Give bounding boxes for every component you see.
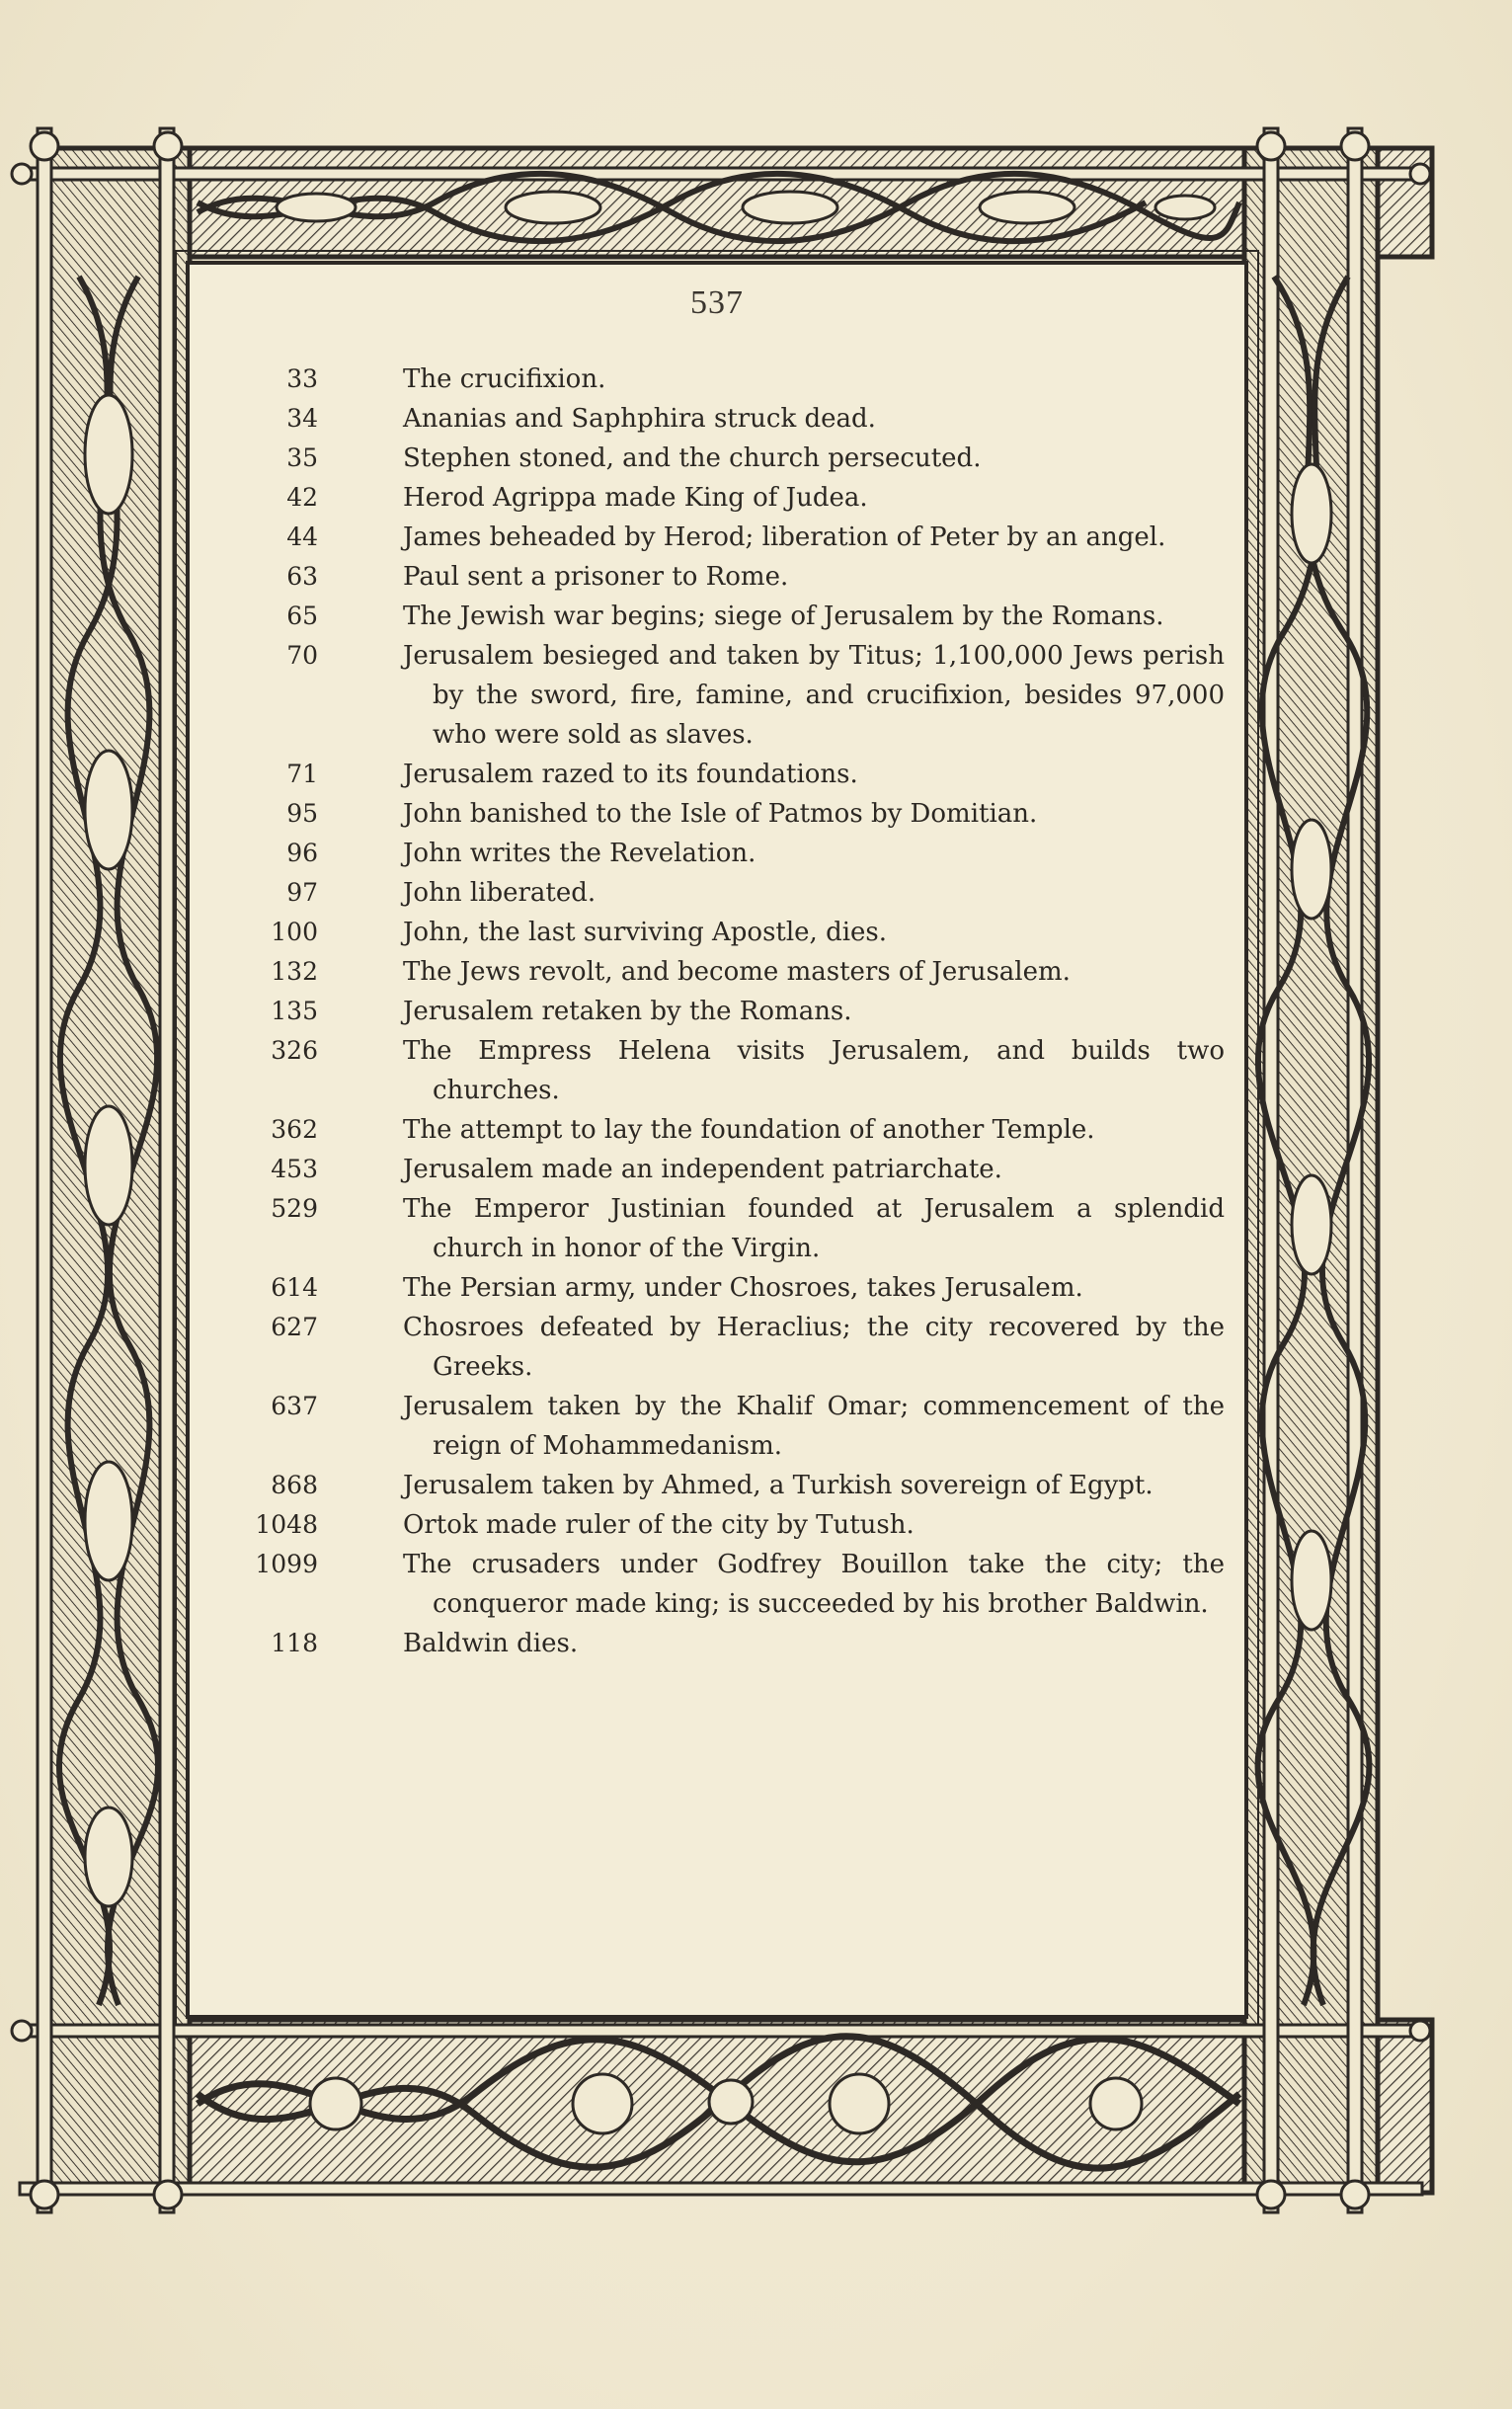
entry-event: Ortok made ruler of the city by Tutush.	[403, 1510, 915, 1540]
entry-event: John banished to the Isle of Patmos by Domitian.	[403, 799, 1038, 829]
entry-event: Jerusalem made an independent patriarchate.	[403, 1155, 1002, 1184]
chronology-entry	[190, 992, 1244, 1031]
chronology-entry	[190, 873, 1244, 913]
entry-event: Herod Agrippa made King of Judea.	[403, 483, 868, 513]
chronology-entry	[190, 1624, 1244, 1663]
entry-year: 453	[271, 1155, 318, 1183]
chronology-entry	[190, 1387, 1244, 1466]
entry-event: The Persian army, under Chosroes, takes Jerusalem.	[403, 1273, 1083, 1303]
entry-year: 1099	[255, 1550, 318, 1578]
entry-year: 100	[271, 918, 318, 946]
entry-year: 96	[286, 839, 318, 867]
entry-event: Paul sent a prisoner to Rome.	[403, 562, 789, 592]
entry-year: 97	[286, 878, 318, 907]
entry-year: 637	[271, 1392, 318, 1420]
entry-event: Jerusalem razed to its foundations.	[403, 760, 858, 789]
entry-year: 614	[271, 1273, 318, 1302]
chronology-entry	[190, 755, 1244, 794]
entry-year: 868	[271, 1471, 318, 1499]
entry-event: Stephen stoned, and the church persecuted.	[403, 443, 982, 473]
entry-year: 529	[271, 1194, 318, 1223]
entry-year: 1048	[255, 1510, 318, 1539]
chronology-entry	[190, 913, 1244, 952]
chronology-entry	[190, 399, 1244, 439]
chronology-entry	[190, 952, 1244, 992]
entry-event: Chosroes defeated by Heraclius; the city recovered by the Greeks.	[403, 1313, 1225, 1382]
chronology-entry	[190, 1268, 1244, 1308]
chronology-entry	[190, 597, 1244, 636]
entry-year: 132	[271, 957, 318, 986]
entry-year: 71	[286, 760, 318, 788]
entry-year: 135	[271, 997, 318, 1025]
entry-year: 627	[271, 1313, 318, 1341]
chronology-entry	[190, 1031, 1244, 1110]
entry-year: 35	[286, 443, 318, 472]
chronology-entry	[190, 1110, 1244, 1150]
entry-event: John, the last surviving Apostle, dies.	[403, 918, 888, 947]
chronology-entry	[190, 1545, 1244, 1624]
entry-event: The attempt to lay the foundation of another Temple.	[403, 1115, 1095, 1145]
chronology-entry	[190, 1150, 1244, 1189]
entry-year: 63	[286, 562, 318, 591]
chronology-entry	[190, 439, 1244, 478]
chronology-entry	[190, 518, 1244, 557]
entry-year: 326	[271, 1036, 318, 1065]
entry-event: Jerusalem besieged and taken by Titus; 1,100,000 Jews perish by the sword, fire, famine, and crucifixion, besides 97,000 who were sold as slaves.	[403, 641, 1225, 750]
entry-year: 65	[286, 602, 318, 630]
entry-event: The crucifixion.	[403, 364, 606, 394]
entry-event: Jerusalem taken by the Khalif Omar; commencement of the reign of Mohammedanism.	[403, 1392, 1225, 1461]
entry-event: John liberated.	[403, 878, 597, 908]
chronology-entry	[190, 834, 1244, 873]
entry-event: The Emperor Justinian founded at Jerusalem a splendid church in honor of the Virgin.	[403, 1194, 1225, 1263]
text-panel	[190, 265, 1244, 2015]
chronology-entry	[190, 557, 1244, 597]
entry-event: The Jewish war begins; siege of Jerusalem by the Romans.	[403, 602, 1164, 631]
chronology-entry	[190, 1189, 1244, 1268]
entry-event: The crusaders under Godfrey Bouillon take the city; the conqueror made king; is succeeded by his brother Baldwin.	[403, 1550, 1225, 1619]
chronology-entry	[190, 1308, 1244, 1387]
entry-year: 33	[286, 364, 318, 393]
chronology-entry	[190, 1505, 1244, 1545]
entry-event: Jerusalem retaken by the Romans.	[403, 997, 852, 1026]
chronology-list	[190, 360, 1244, 1663]
entry-year: 44	[286, 522, 318, 551]
chronology-entry	[190, 1466, 1244, 1505]
entry-event: Baldwin dies.	[403, 1629, 579, 1658]
chronology-entry	[190, 636, 1244, 755]
entry-year: 70	[286, 641, 318, 670]
entry-event: James beheaded by Herod; liberation of Peter by an angel.	[403, 522, 1166, 552]
chronology-entry	[190, 360, 1244, 399]
entry-year: 42	[286, 483, 318, 512]
entry-event: The Empress Helena visits Jerusalem, and builds two churches.	[403, 1036, 1225, 1105]
entry-event: John writes the Revelation.	[403, 839, 756, 868]
entry-year: 95	[286, 799, 318, 828]
page-number: 537	[690, 284, 744, 321]
entry-year: 362	[271, 1115, 318, 1144]
chronology-entry	[190, 478, 1244, 518]
entry-year: 34	[286, 404, 318, 433]
entry-event: Jerusalem taken by Ahmed, a Turkish sovereign of Egypt.	[403, 1471, 1154, 1500]
entry-event: The Jews revolt, and become masters of Jerusalem.	[403, 957, 1071, 987]
entry-year: 118	[271, 1629, 318, 1657]
chronology-entry	[190, 794, 1244, 834]
entry-event: Ananias and Saphphira struck dead.	[403, 404, 876, 434]
